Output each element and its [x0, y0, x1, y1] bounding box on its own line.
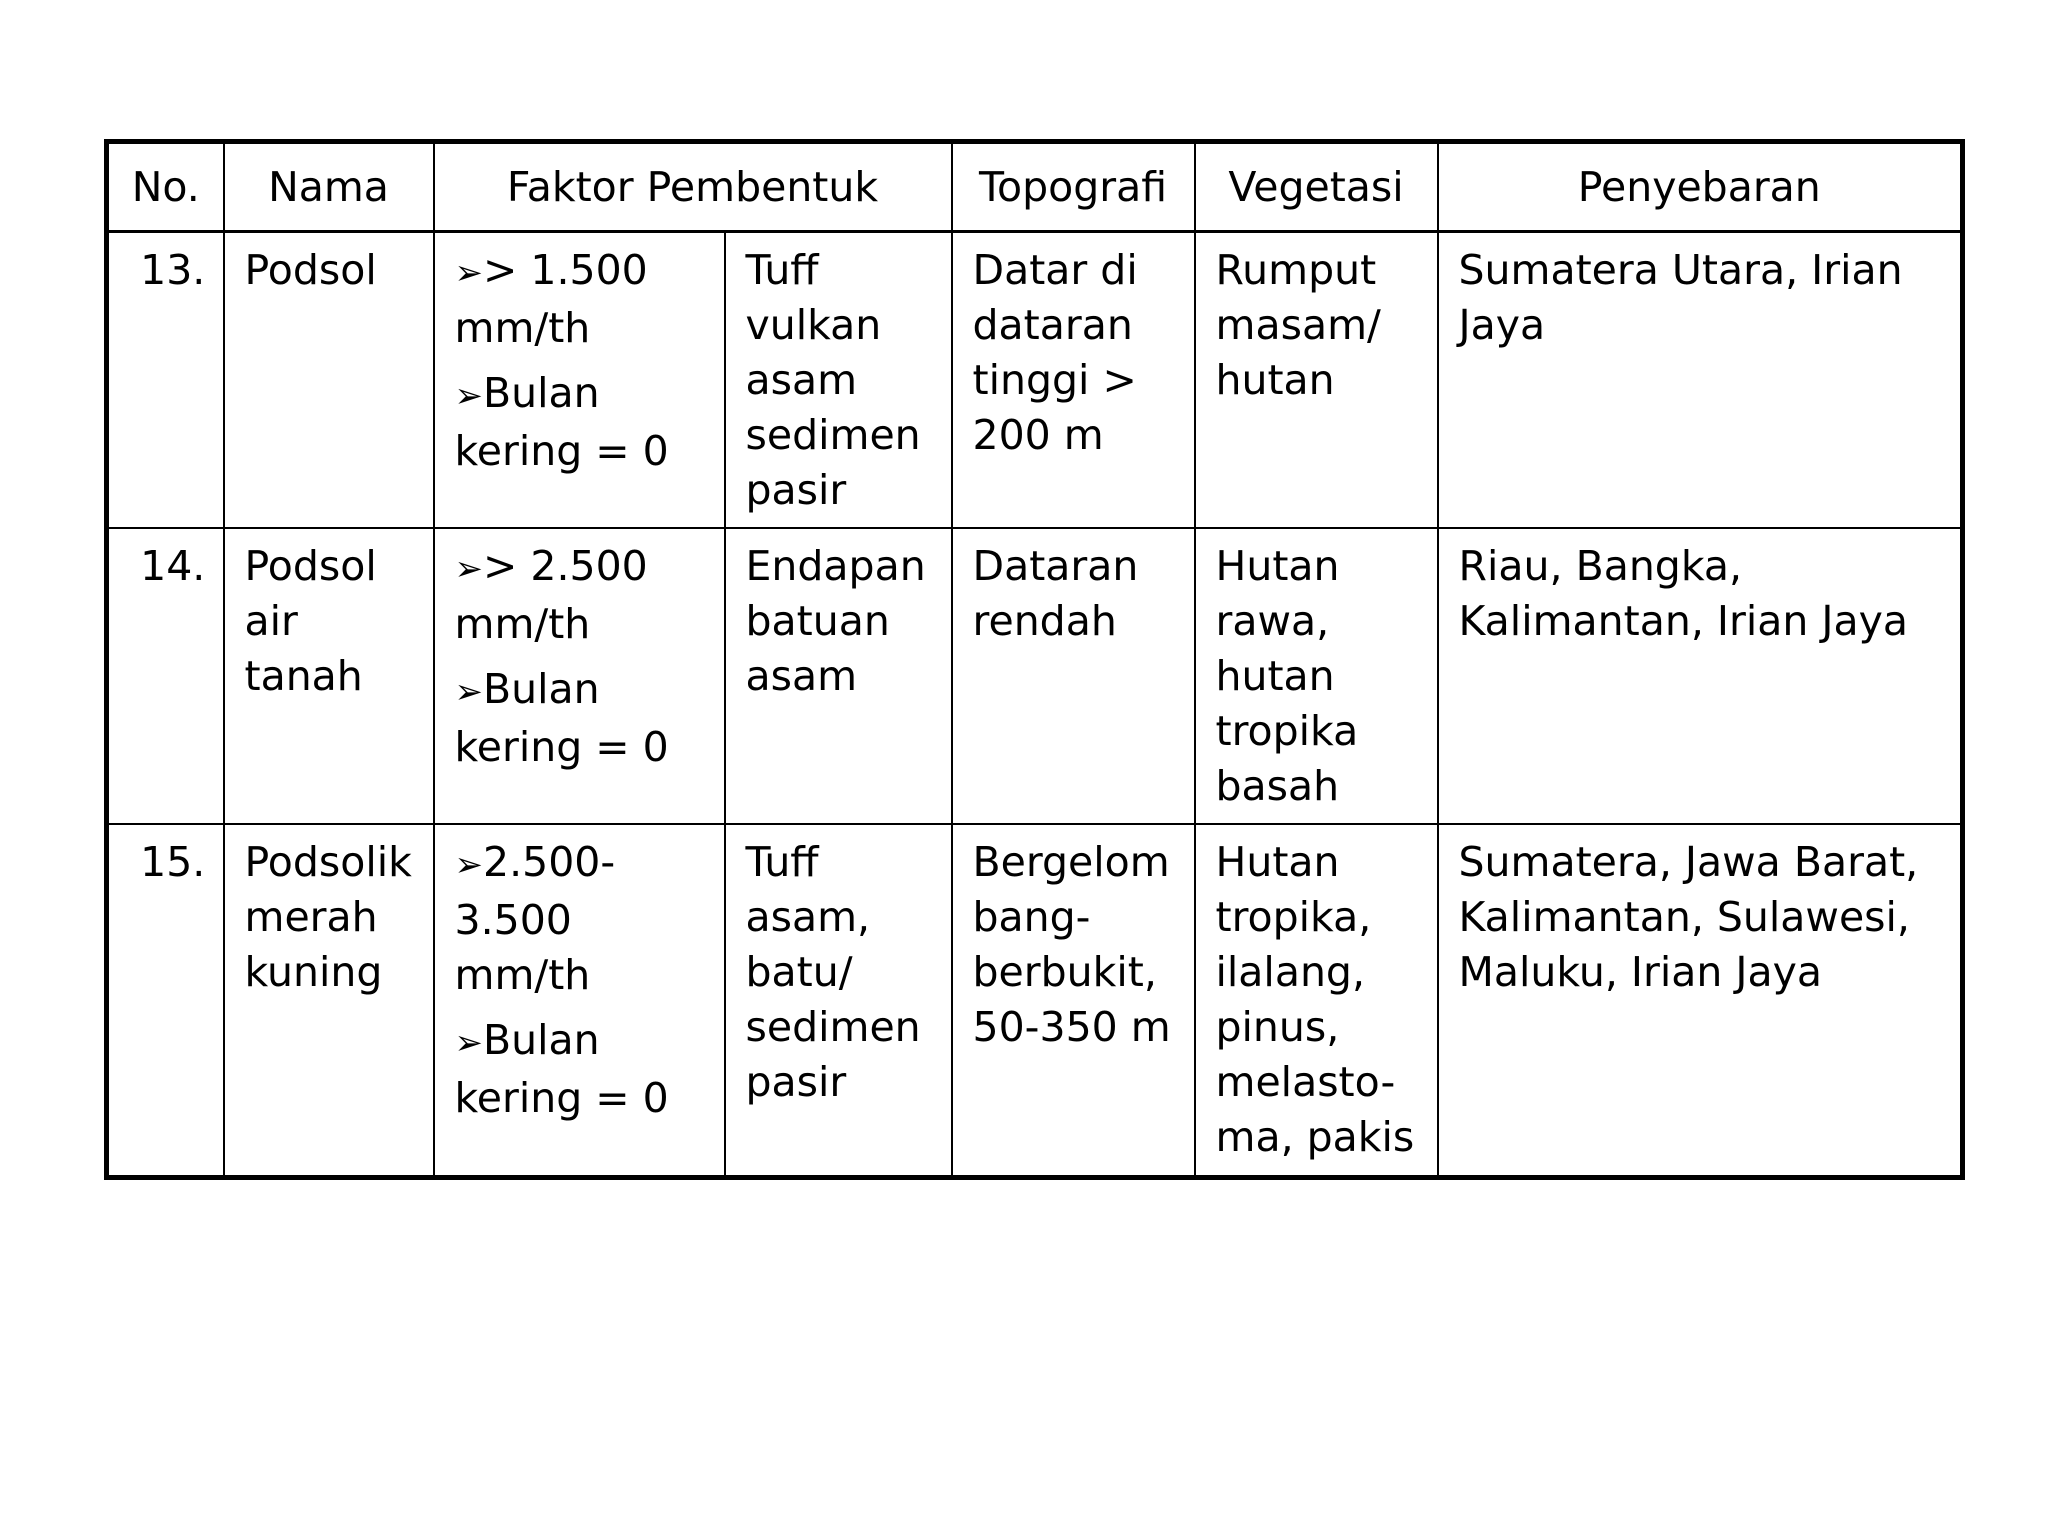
arrow-bullet-icon: ➢	[454, 253, 483, 293]
header-faktor-pembentuk: Faktor Pembentuk	[434, 142, 952, 232]
cell-faktor-material: Endapan batuan asam	[725, 528, 952, 824]
bullet-text: Bulan kering = 0	[454, 665, 669, 771]
bullet-item	[455, 243, 718, 356]
header-topografi: Topografi	[952, 142, 1195, 232]
bullet-text: > 2.500 mm/th	[454, 542, 648, 648]
cell-penyebaran: Riau, Bangka, Kalimantan, Irian Jaya	[1438, 528, 1963, 824]
table-row	[107, 824, 1963, 1178]
bullet-item	[455, 835, 718, 1003]
cell-faktor-climate	[434, 528, 725, 824]
cell-faktor-climate	[434, 232, 725, 529]
cell-nama: Podsolik merah kuning	[224, 824, 434, 1178]
bullet-item	[455, 539, 718, 652]
bullet-item	[455, 366, 718, 479]
bullet-text: Bulan kering = 0	[454, 1016, 669, 1122]
cell-no: 13.	[107, 232, 224, 529]
cell-topografi: Datar di dataran tinggi > 200 m	[952, 232, 1195, 529]
arrow-bullet-icon: ➢	[454, 376, 483, 416]
cell-penyebaran: Sumatera Utara, Irian Jaya	[1438, 232, 1963, 529]
cell-no: 14.	[107, 528, 224, 824]
bullet-text: 2.500- 3.500 mm/th	[454, 838, 616, 999]
cell-nama: Podsol air tanah	[224, 528, 434, 824]
arrow-bullet-icon: ➢	[454, 845, 483, 885]
cell-no: 15.	[107, 824, 224, 1178]
cell-nama: Podsol	[224, 232, 434, 529]
header-row	[107, 142, 1963, 232]
soil-table	[104, 139, 1965, 1180]
cell-faktor-material: Tuff vulkan asam sedimen pasir	[725, 232, 952, 529]
bullet-text: Bulan kering = 0	[454, 369, 669, 475]
table-row	[107, 232, 1963, 529]
cell-penyebaran: Sumatera, Jawa Barat, Kalimantan, Sulawesi, Maluku, Irian Jaya	[1438, 824, 1963, 1178]
arrow-bullet-icon: ➢	[454, 1023, 483, 1063]
header-vegetasi: Vegetasi	[1195, 142, 1438, 232]
cell-faktor-material: Tuff asam, batu/ sedimen pasir	[725, 824, 952, 1178]
cell-topografi: Bergelom bang- berbukit, 50-350 m	[952, 824, 1195, 1178]
header-nama: Nama	[224, 142, 434, 232]
bullet-item	[455, 662, 718, 775]
arrow-bullet-icon: ➢	[454, 672, 483, 712]
cell-vegetasi: Rumput masam/ hutan	[1195, 232, 1438, 529]
header-penyebaran: Penyebaran	[1438, 142, 1963, 232]
arrow-bullet-icon: ➢	[454, 549, 483, 589]
cell-faktor-climate	[434, 824, 725, 1178]
cell-vegetasi: Hutan tropika, ilalang, pinus, melasto- ma, pakis	[1195, 824, 1438, 1178]
cell-vegetasi: Hutan rawa, hutan tropika basah	[1195, 528, 1438, 824]
table-row	[107, 528, 1963, 824]
bullet-item	[455, 1013, 718, 1126]
bullet-text: > 1.500 mm/th	[454, 246, 648, 352]
cell-topografi: Dataran rendah	[952, 528, 1195, 824]
header-no: No.	[107, 142, 224, 232]
